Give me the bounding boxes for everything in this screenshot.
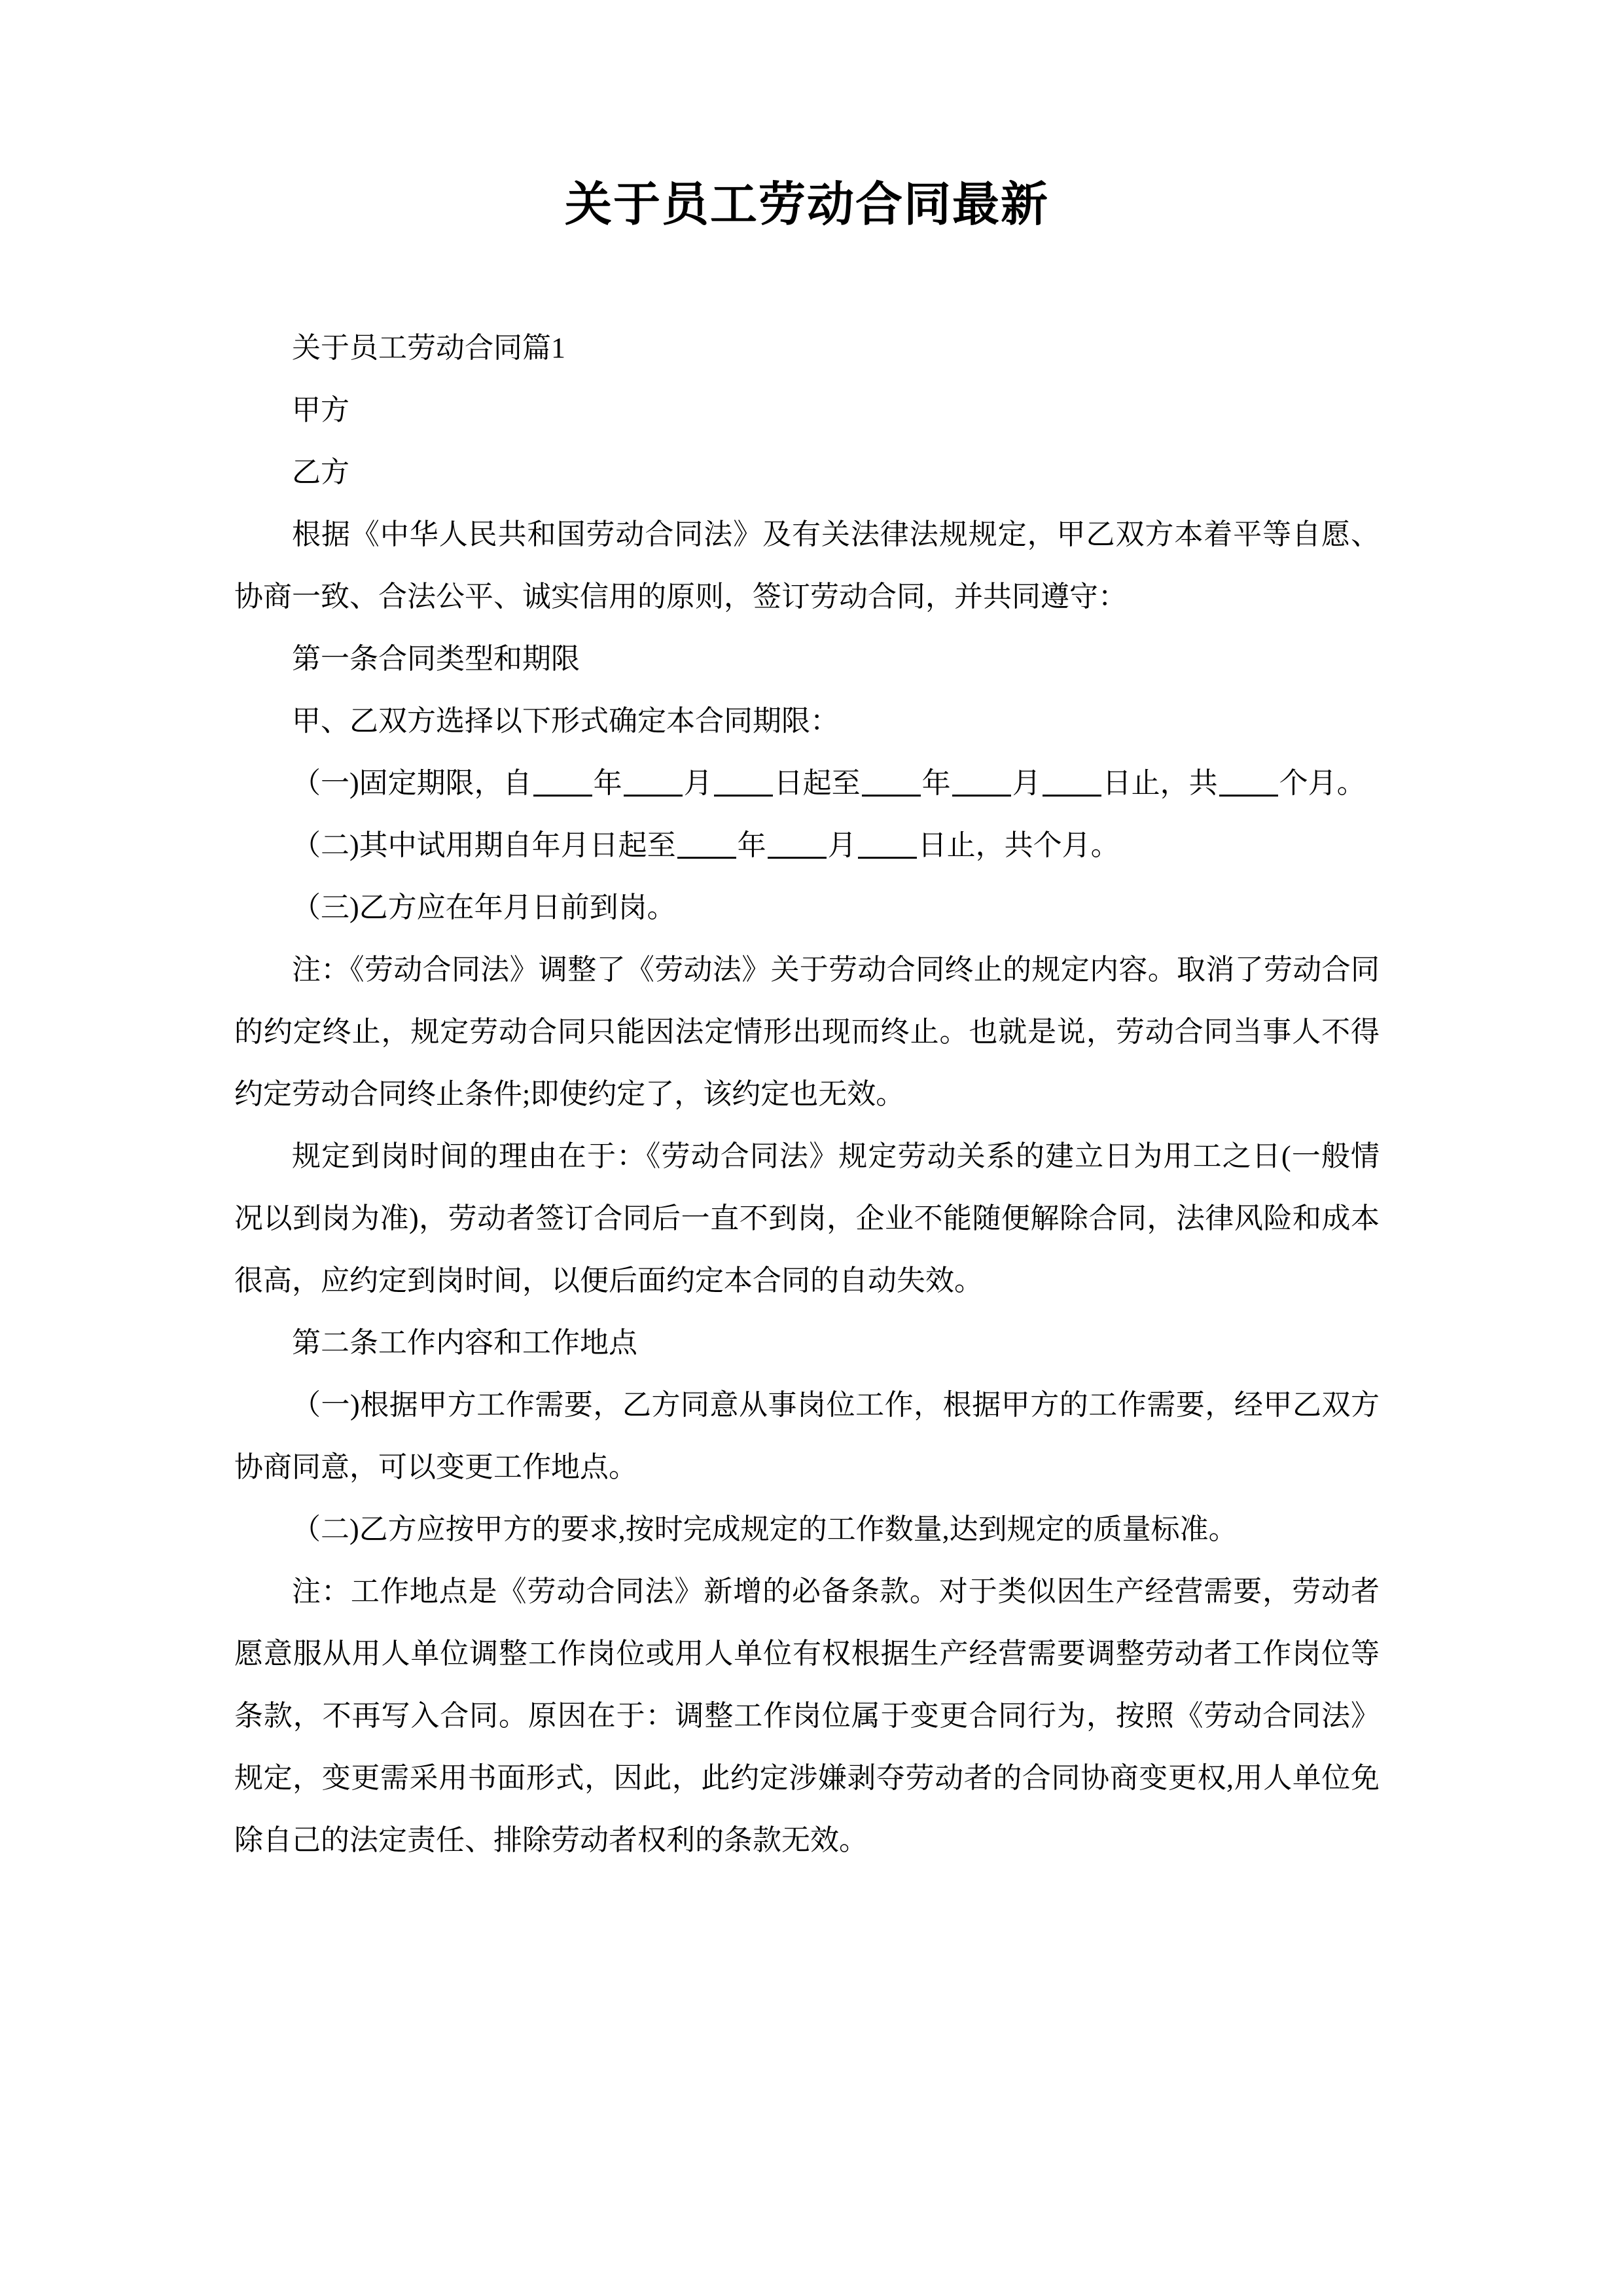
page-title: 关于员工劳动合同最新 [564,179,1049,231]
paragraph-clause-2-1: （一)根据甲方工作需要，乙方同意从事岗位工作，根据甲方的工作需要，经甲乙双方协商同意，可以变更工作地点。 [234,1389,1380,1484]
fill-in-blank [1219,795,1278,797]
document-body [234,317,1380,1871]
paragraph-party-b: 乙方 [292,456,349,489]
paragraph-note-1: 注：《劳动合同法》调整了《劳动法》关于劳动合同终止的规定内容。取消了劳动合同的约定终止，规定劳动合同只能因法定情形出现而终止。也就是说，劳动合同当事人不得约定劳动合同终止条件;即使约定了，该约定也无效。 [234,954,1380,1111]
paragraph-note-2: 注：工作地点是《劳动合同法》新增的必备条款。对于类似因生产经营需要，劳动者愿意服从用人单位调整工作岗位或用人单位有权根据生产经营需要调整劳动者工作岗位等条款，不再写入合同。原因在于：调整工作岗位属于变更合同行为，按照《劳动合同法》规定，变更需采用书面形式，因此，此约定涉嫌剥夺劳动者的合同协商变更权,用人单位免除自己的法定责任、排除劳动者权利的条款无效。 [234,1575,1380,1857]
paragraph-party-a: 甲方 [292,394,349,427]
paragraph-clause-1-2: （二)其中试用期自年月日起至 年 月 日止，共个月。 [292,829,1120,862]
fill-in-blank [1043,795,1101,797]
paragraph-article-1-title: 第一条合同类型和期限 [292,643,580,675]
paragraph-clause-1-3: （三)乙方应在年月日前到岗。 [292,891,676,924]
fill-in-blank [714,795,773,797]
fill-in-blank [768,857,827,859]
paragraph-article-1-intro: 甲、乙双方选择以下形式确定本合同期限： [292,705,839,738]
paragraph-clause-1-1: （一)固定期限，自 年 月 日起至 年 月 日止，共 个月。 [292,767,1366,800]
fill-in-blank [677,857,736,859]
fill-in-blank [858,857,917,859]
fill-in-blank [952,795,1011,797]
document-content [234,0,1380,1871]
paragraph-article-2-title: 第二条工作内容和工作地点 [292,1327,637,1359]
paragraph-note-1-reason: 规定到岗时间的理由在于：《劳动合同法》规定劳动关系的建立日为用工之日(一般情况以到岗为准)，劳动者签订合同后一直不到岗，企业不能随便解除合同，法律风险和成本很高，应约定到岗时间，以便后面约定本合同的自动失效。 [234,1140,1380,1297]
paragraph-heading-piece-1: 关于员工劳动合同篇1 [292,332,565,365]
fill-in-blank [862,795,921,797]
paragraph-clause-2-2: （二)乙方应按甲方的要求,按时完成规定的工作数量,达到规定的质量标准。 [292,1513,1238,1546]
fill-in-blank [533,795,592,797]
fill-in-blank [624,795,683,797]
paragraph-preamble: 根据《中华人民共和国劳动合同法》及有关法律法规规定，甲乙双方本着平等自愿、协商一致、合法公平、诚实信用的原则，签订劳动合同，并共同遵守： [234,518,1380,613]
